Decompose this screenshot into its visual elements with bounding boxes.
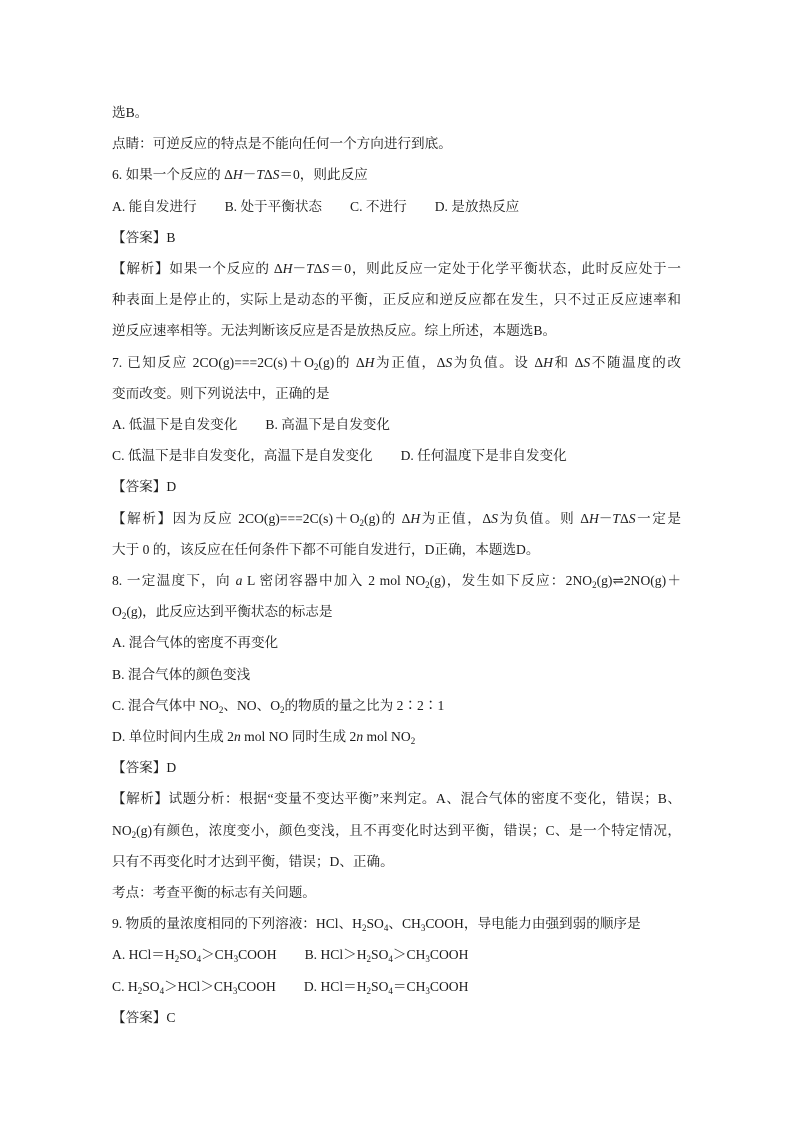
- text-run: SO: [371, 947, 389, 963]
- option-item: [304, 977, 469, 997]
- text-run: 一定是: [635, 510, 681, 526]
- italic-symbol: T: [256, 167, 264, 183]
- text-run: (g)的 Δ: [364, 510, 411, 526]
- text-run: (g)，此反应达到平衡状态的标志是: [126, 604, 333, 620]
- subscript: 2: [280, 704, 285, 715]
- text-run: A. 低温下是自发变化: [112, 417, 238, 432]
- text-run: COOH: [429, 978, 469, 994]
- note-line: [112, 134, 452, 154]
- italic-symbol: T: [612, 510, 620, 526]
- italic-symbol: n: [356, 729, 364, 744]
- subscript: 2: [121, 611, 127, 622]
- text-run: C. 不进行: [350, 198, 407, 214]
- subscript: 4: [159, 985, 165, 996]
- text-run: L 密闭容器中加入 2 mol NO: [242, 573, 426, 588]
- option-item: [265, 415, 390, 435]
- analysis-line: [112, 259, 681, 279]
- option-item: [112, 945, 277, 965]
- text-run: NO: [112, 822, 132, 838]
- italic-symbol: H: [543, 354, 553, 370]
- text-run: 变而改变。则下列说法中，正确的是: [112, 385, 330, 401]
- subscript: 2: [366, 954, 372, 965]
- text-run: B. HCl＞H: [304, 947, 367, 963]
- text-run: 选B。: [112, 105, 149, 120]
- text-run: Δ: [313, 261, 323, 276]
- options-row: [112, 446, 567, 466]
- italic-symbol: H: [589, 510, 599, 526]
- text-run: ＝CH: [392, 978, 426, 994]
- options-row: [112, 945, 468, 965]
- text-run: (g)有颜色，浓度变小，颜色变浅，且不再变化时达到平衡，错误；C、是一个特定情况，: [136, 822, 681, 838]
- text-run: 的物质的量之比为 2∶2∶1: [284, 697, 445, 713]
- subscript: 4: [383, 923, 389, 934]
- text-run: 为正值，Δ: [420, 510, 492, 526]
- text-run: B. 高温下是自发变化: [265, 417, 390, 432]
- italic-symbol: S: [322, 261, 330, 276]
- text-run: 不随温度的改: [590, 354, 681, 370]
- option-item: [112, 415, 237, 435]
- analysis-line: [112, 321, 556, 341]
- italic-symbol: a: [235, 573, 243, 588]
- question-7-cont: [112, 384, 330, 404]
- text-run: Δ: [619, 510, 629, 526]
- text-run: mol NO 同时生成 2: [240, 729, 357, 744]
- answer-line: [112, 228, 175, 248]
- subscript: 3: [233, 954, 239, 965]
- text-run: (g)的 Δ: [318, 354, 365, 370]
- option-line: [112, 696, 444, 716]
- text-run: COOH: [238, 947, 277, 963]
- text-run: A. 能自发进行: [112, 198, 197, 214]
- text-run: ＞HCl＞CH: [164, 978, 233, 994]
- italic-symbol: S: [491, 510, 498, 526]
- text-run: (g)，发生如下反应：2NO: [429, 573, 593, 588]
- options-row: [112, 197, 519, 217]
- option-item: [350, 197, 407, 217]
- subscript: 4: [388, 985, 393, 996]
- subscript: 3: [232, 985, 238, 996]
- question-6: [112, 165, 368, 185]
- question-8-cont: [112, 602, 333, 622]
- subscript: 2: [592, 580, 597, 590]
- text-run: 【解析】试题分析：根据“变量不变达平衡”来判定。A、混合气体的密度不变化，错误；B、: [112, 791, 681, 807]
- option-item: [305, 945, 469, 965]
- italic-symbol: n: [233, 729, 241, 744]
- text-run: COOH: [237, 978, 276, 994]
- subscript: 2: [313, 361, 319, 372]
- text-run: SO: [142, 978, 160, 994]
- text-run: 【答案】B: [112, 229, 176, 245]
- text-run: 和 Δ: [552, 354, 584, 370]
- text-run: 【答案】D: [112, 760, 177, 776]
- text-run: －: [598, 510, 613, 526]
- subscript: 4: [196, 954, 202, 965]
- analysis-line: [112, 852, 394, 872]
- text-run: C. 混合气体中 NO: [112, 697, 219, 713]
- italic-symbol: S: [628, 510, 636, 526]
- text-run: 【答案】D: [112, 479, 177, 495]
- italic-symbol: H: [282, 261, 293, 276]
- text-run: A. 混合气体的密度不再变化: [112, 635, 279, 651]
- subscript: 2: [131, 829, 137, 840]
- subscript: 3: [425, 985, 430, 996]
- italic-symbol: S: [445, 354, 453, 370]
- option-line: [112, 665, 250, 685]
- text-run: C. H: [112, 978, 138, 994]
- analysis-line: [112, 789, 681, 809]
- question-8: [112, 571, 681, 591]
- subscript: 2: [425, 580, 430, 590]
- subscript: 2: [361, 923, 367, 934]
- analysis-line: [112, 290, 681, 310]
- text-run: 为负值。设 Δ: [452, 354, 544, 370]
- answer-line: [112, 1008, 175, 1028]
- option-item: [225, 197, 322, 217]
- text-run: 【解析】如果一个反应的 Δ: [112, 261, 283, 276]
- analysis-line: [112, 540, 539, 560]
- italic-symbol: H: [232, 167, 243, 183]
- text-run: B. 混合气体的颜色变浅: [112, 666, 251, 682]
- answer-line: [112, 758, 176, 778]
- text-run: D. 任何温度下是非自发变化: [400, 448, 567, 464]
- question-7: [112, 353, 681, 373]
- question-9: [112, 914, 641, 934]
- subscript: 2: [174, 954, 180, 965]
- text-run: 、NO、O: [223, 697, 281, 713]
- italic-symbol: H: [410, 510, 421, 526]
- options-row: [112, 977, 468, 997]
- subscript: 2: [218, 704, 224, 715]
- text-run: SO: [371, 978, 389, 994]
- option-item: [112, 197, 197, 217]
- text-run: 、CH: [388, 916, 421, 932]
- text-run: D. 单位时间内生成 2: [112, 729, 234, 744]
- text-run: D. HCl＝H: [303, 978, 367, 994]
- option-line: [112, 633, 278, 653]
- text-run: 9. 物质的量浓度相同的下列溶液：HCl、H: [112, 916, 362, 932]
- text-run: 8. 一定温度下，向: [112, 573, 236, 588]
- analysis-line: [112, 509, 681, 529]
- text-run: 大于 0 的，该反应在任何条件下都不可能自发进行，D正确，本题选D。: [112, 541, 540, 557]
- subscript: 3: [425, 954, 430, 965]
- text-run: ＝0，则此反应一定处于化学平衡状态，此时反应处于一: [329, 261, 681, 276]
- text-run: －: [292, 261, 307, 276]
- subscript: 2: [366, 985, 372, 996]
- answer-line: [112, 477, 176, 497]
- option-item: [435, 197, 520, 217]
- text-run: 种表面上是停止的，实际上是动态的平衡，正反应和逆反应都在发生，只不过正反应速率和: [112, 292, 681, 308]
- text-run: 6. 如果一个反应的 Δ: [112, 167, 233, 183]
- italic-symbol: S: [272, 167, 280, 183]
- text-run: ＞CH: [201, 947, 234, 963]
- subscript: 4: [388, 954, 393, 965]
- text-run: SO: [179, 947, 197, 963]
- text-run: COOH，导电能力由强到弱的顺序是: [425, 916, 641, 932]
- text-run: Δ: [263, 167, 273, 183]
- text-run: O: [112, 604, 122, 620]
- subscript: 2: [359, 517, 365, 528]
- italic-symbol: S: [583, 354, 591, 370]
- subscript: 3: [420, 923, 426, 934]
- text-run: A. HCl＝H: [112, 947, 175, 963]
- text-run: C. 低温下是非自发变化，高温下是自发变化: [112, 448, 373, 464]
- text-run: COOH: [429, 947, 469, 963]
- text-run: 考点：考查平衡的标志有关问题。: [112, 885, 316, 900]
- text-run: 【解析】因为反应 2CO(g)===2C(s)＋O: [112, 510, 360, 526]
- analysis-line: [112, 821, 681, 841]
- subscript: 2: [137, 985, 143, 996]
- text-run: ＞CH: [392, 947, 426, 963]
- options-row: [112, 415, 390, 435]
- text-run: B. 处于平衡状态: [224, 198, 323, 214]
- option-item: [112, 446, 373, 466]
- italic-symbol: T: [306, 261, 314, 276]
- text-run: 【答案】C: [112, 1009, 176, 1025]
- text-run: 只有不再变化时才达到平衡，错误；D、正确。: [112, 853, 394, 869]
- text-run: 为负值。则 Δ: [497, 510, 589, 526]
- italic-symbol: H: [364, 354, 375, 370]
- text-run: ＝0，则此反应: [279, 167, 368, 183]
- text-line: [112, 103, 148, 123]
- text-run: 逆反应速率相等。无法判断该反应是否是放热反应。综上所述，本题选B。: [112, 323, 557, 339]
- option-line: [112, 727, 415, 747]
- text-run: 点睛：可逆反应的特点是不能向任何一个方向进行到底。: [112, 136, 452, 152]
- option-item: [401, 446, 567, 466]
- text-run: 为正值，Δ: [374, 354, 446, 370]
- text-run: －: [242, 167, 257, 183]
- text-run: SO: [366, 916, 384, 932]
- text-run: 7. 已知反应 2CO(g)===2C(s)＋O: [112, 354, 314, 370]
- option-item: [112, 977, 276, 997]
- text-run: mol NO: [363, 729, 411, 744]
- text-run: (g)⇌2NO(g)＋: [596, 573, 681, 588]
- subscript: 2: [410, 736, 416, 746]
- text-run: D. 是放热反应: [434, 198, 520, 214]
- note-line: [112, 883, 316, 903]
